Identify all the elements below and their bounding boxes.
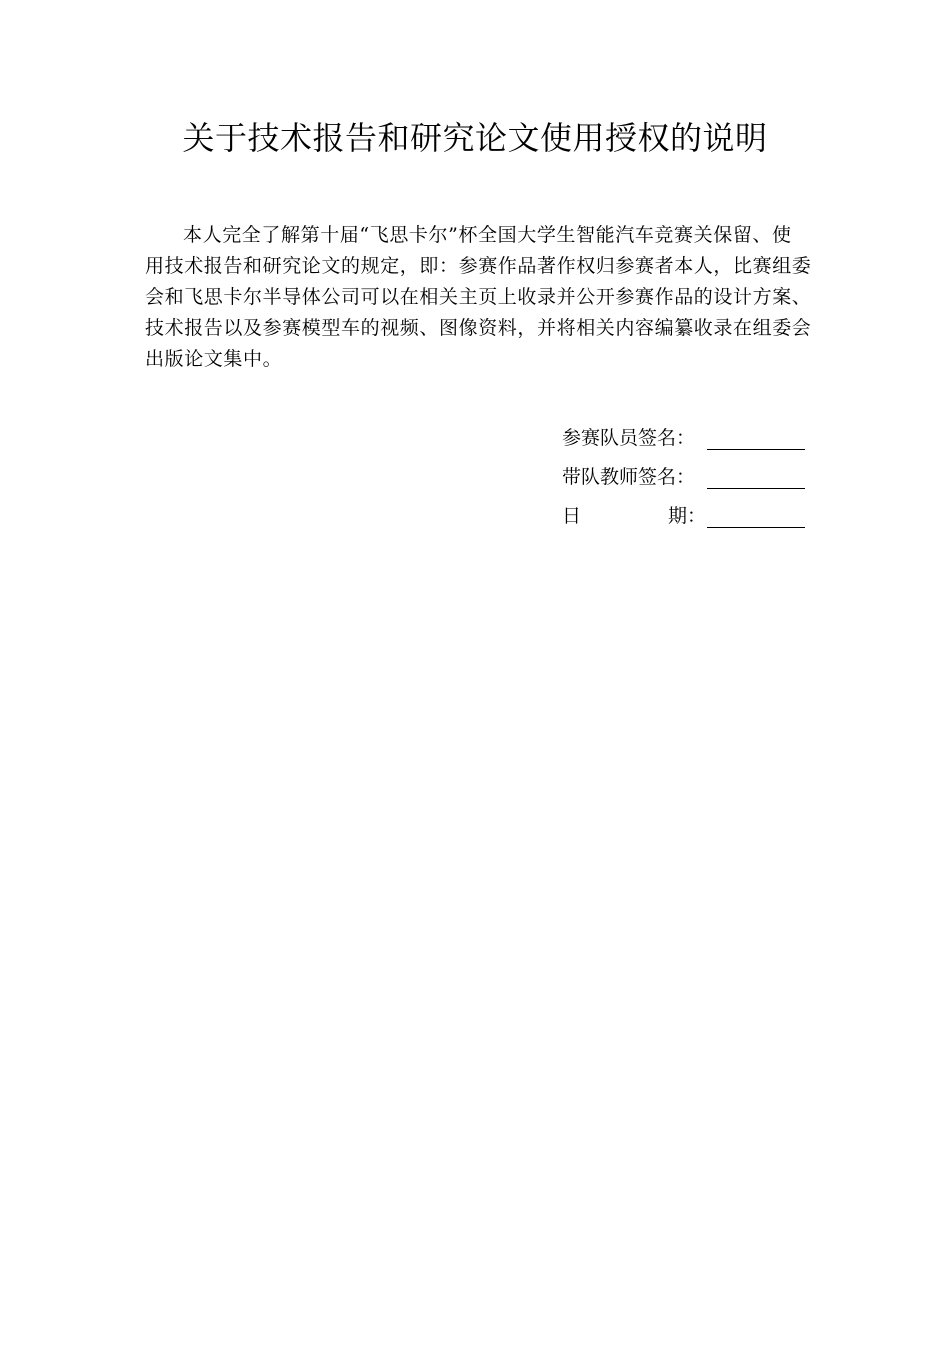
statement-line: 会和飞思卡尔半导体公司可以在相关主页上收录并公开参赛作品的设计方案、 xyxy=(145,286,812,308)
authorization-statement xyxy=(145,220,812,375)
date-label-start: 日 xyxy=(562,505,582,527)
advisor-signature-row xyxy=(562,462,807,501)
member-signature-line xyxy=(707,449,805,450)
statement-line: 本人完全了解第十届“飞思卡尔”杯全国大学生智能汽车竞赛关保留、使 xyxy=(183,224,792,246)
statement-line: 出版论文集中。 xyxy=(145,348,283,370)
date-line xyxy=(707,527,805,528)
advisor-signature-label: 带队教师签名： xyxy=(562,466,696,488)
member-signature-row xyxy=(562,423,807,462)
date-label-end: 期： xyxy=(668,505,707,527)
document-title: 关于技术报告和研究论文使用授权的说明 xyxy=(182,119,768,157)
statement-line: 用技术报告和研究论文的规定，即：参赛作品著作权归参赛者本人，比赛组委 xyxy=(145,255,812,277)
advisor-signature-line xyxy=(707,488,805,489)
date-row xyxy=(562,501,807,540)
member-signature-label: 参赛队员签名： xyxy=(562,427,696,449)
statement-line: 技术报告以及参赛模型车的视频、图像资料，并将相关内容编纂收录在组委会 xyxy=(145,317,812,339)
signature-block xyxy=(562,423,807,540)
